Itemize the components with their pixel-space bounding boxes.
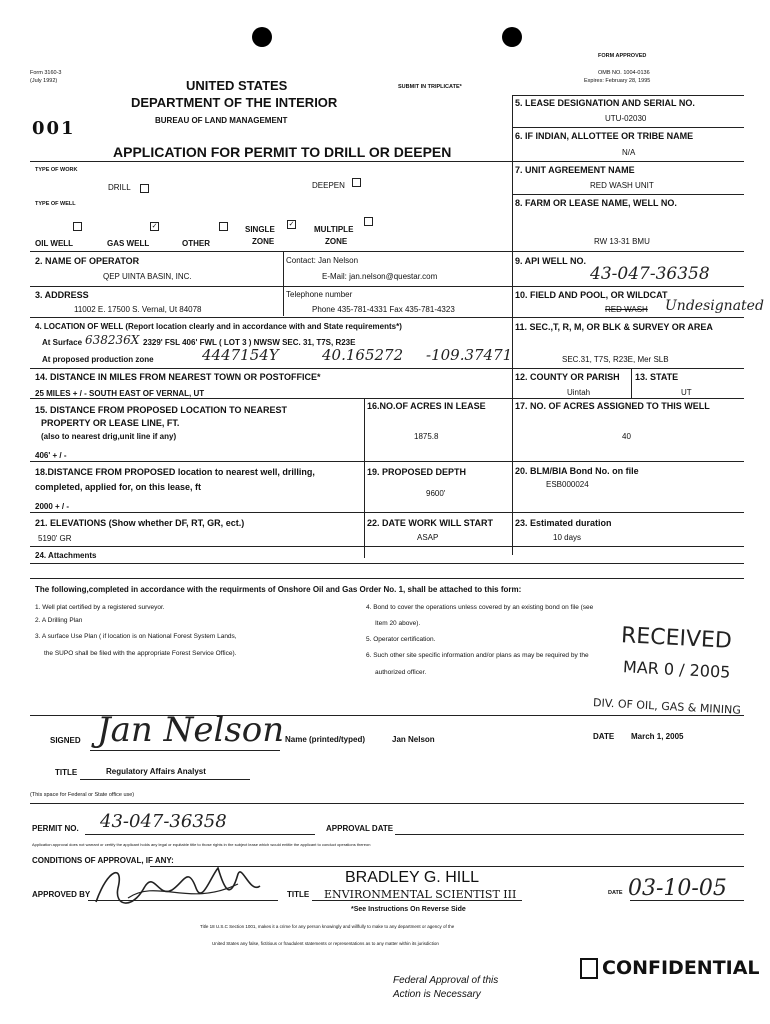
permit-number-value: 43-047-36358 <box>100 811 227 832</box>
other-checkbox[interactable] <box>219 222 228 231</box>
field-18-label-2: completed, applied for, on this lease, ft <box>35 482 202 492</box>
signed-date-label: DATE <box>593 732 615 741</box>
drill-checkbox[interactable] <box>140 184 149 193</box>
document-number: 001 <box>32 118 76 139</box>
confidential-stamp <box>580 957 760 979</box>
production-zone-hand-2: 40.165272 <box>322 346 404 364</box>
field-18-label-1: 18.DISTANCE FROM PROPOSED location to nearest well, drilling, <box>35 467 315 477</box>
agency-line-1: UNITED STATES <box>186 78 288 93</box>
punch-hole-right <box>502 27 522 47</box>
printed-name-label: Name (printed/typed) <box>285 735 366 744</box>
field-19-value: 9600' <box>426 489 446 498</box>
printed-name-value: Jan Nelson <box>392 735 435 744</box>
production-zone-hand-1: 4447154Y <box>202 346 279 364</box>
field-17-label: 17. NO. OF ACRES ASSIGNED TO THIS WELL <box>515 401 710 411</box>
approver-title-label: TITLE <box>287 890 310 899</box>
field-23-label: 23. Estimated duration <box>515 518 612 528</box>
title-label: TITLE <box>55 768 78 777</box>
field-10-label: 10. FIELD AND POOL, OR WILDCAT <box>515 290 668 300</box>
field-12-value: Uintah <box>567 388 591 397</box>
omb-number: OMB NO. 1004-0136 <box>598 70 650 76</box>
drill-label: DRILL <box>108 183 131 192</box>
attachment-6a: 6. Such other site specific information and/or plans as may be required by the <box>366 652 589 659</box>
attachment-4b: Item 20 above). <box>375 620 421 627</box>
approval-date-value: 03-10-05 <box>628 876 727 901</box>
field-20-value: ESB000024 <box>546 480 589 489</box>
production-zone-hand-3: -109.37471 <box>426 346 513 364</box>
federal-approval-note-1: Federal Approval of this <box>393 975 499 986</box>
field-2-value: QEP UINTA BASIN, INC. <box>103 272 192 281</box>
approver-signature <box>88 858 268 914</box>
field-5-value: UTU-02030 <box>605 114 647 123</box>
agency-line-3: BUREAU OF LAND MANAGEMENT <box>155 116 288 125</box>
field-20-label: 20. BLM/BIA Bond No. on file <box>515 466 639 476</box>
phone-label: Telephone number <box>286 290 353 299</box>
attachment-6b: authorized officer. <box>375 669 427 676</box>
form-date: (July 1992) <box>30 78 58 84</box>
conditions-label: CONDITIONS OF APPROVAL, IF ANY: <box>32 856 174 865</box>
submit-triplicate: SUBMIT IN TRIPLICATE* <box>398 84 462 90</box>
production-zone-label: At proposed production zone <box>42 355 154 364</box>
surface-handwritten: 638236X <box>85 333 140 347</box>
field-15-label-3: (also to nearest drig,unit line if any) <box>41 432 177 441</box>
attachment-3b: the SUPO shall be filed with the appropriate Forest Service Office). <box>44 650 237 657</box>
approved-by-label: APPROVED BY <box>32 890 91 899</box>
attachment-5: 5. Operator certification. <box>366 636 436 643</box>
field-6-label: 6. IF INDIAN, ALLOTTEE OR TRIBE NAME <box>515 131 694 141</box>
field-16-label: 16.NO.OF ACRES IN LEASE <box>367 401 486 411</box>
approver-title: ENVIRONMENTAL SCIENTIST III <box>324 888 517 901</box>
field-21-value: 5190' GR <box>38 534 72 543</box>
type-of-well-label: TYPE OF WELL <box>35 201 76 207</box>
received-stamp-division: DIV. OF OIL, GAS & MINING <box>592 696 742 717</box>
field-19-label: 19. PROPOSED DEPTH <box>367 467 467 477</box>
permit-number-label: PERMIT NO. <box>32 824 79 833</box>
field-9-label: 9. API WELL NO. <box>515 256 587 266</box>
multiple-zone-label: ZONE <box>325 237 348 246</box>
field-22-label: 22. DATE WORK WILL START <box>367 518 493 528</box>
form-approved: FORM APPROVED <box>598 53 647 59</box>
email: E-Mail: jan.nelson@questar.com <box>322 272 438 281</box>
field-23-value: 10 days <box>553 533 582 542</box>
field-22-value: ASAP <box>417 533 439 542</box>
field-10-struck: RED WASH <box>605 305 648 314</box>
field-2-label: 2. NAME OF OPERATOR <box>35 256 140 266</box>
field-24-label: 24. Attachments <box>35 551 97 560</box>
field-18-value: 2000 + / - <box>35 502 70 511</box>
field-14-label: 14. DISTANCE IN MILES FROM NEAREST TOWN OR POSTOFFICE* <box>35 372 321 382</box>
attachment-2: 2. A Drilling Plan <box>35 617 83 624</box>
form-number: Form 3160-3 <box>30 70 62 76</box>
title-value: Regulatory Affairs Analyst <box>106 767 206 776</box>
signed-date-value: March 1, 2005 <box>631 732 684 741</box>
form-title: APPLICATION FOR PERMIT TO DRILL OR DEEPEN <box>113 144 452 160</box>
multiple-zone-checkbox[interactable] <box>364 217 373 226</box>
field-11-value: SEC.31, T7S, R23E, Mer SLB <box>562 355 669 364</box>
field-21-label: 21. ELEVATIONS (Show whether DF, RT, GR, ect.) <box>35 518 245 528</box>
field-11-label: 11. SEC.,T, R, M, OR BLK & SURVEY OR AREA <box>515 322 713 332</box>
approver-name: BRADLEY G. HILL <box>345 869 479 886</box>
deepen-checkbox[interactable] <box>352 178 361 187</box>
expires: Expires: February 28, 1995 <box>584 78 651 84</box>
gas-well-label: GAS WELL <box>107 239 150 248</box>
field-7-label: 7. UNIT AGREEMENT NAME <box>515 165 635 175</box>
field-15-label-1: 15. DISTANCE FROM PROPOSED LOCATION TO NEAREST <box>35 405 288 415</box>
attachment-4a: 4. Bond to cover the operations unless covered by an existing bond on file (see <box>366 604 594 611</box>
field-13-value: UT <box>681 388 692 397</box>
field-8-value: RW 13-31 BMU <box>594 237 650 246</box>
attachment-3a: 3. A surface Use Plan ( if location is on National Forest System Lands, <box>35 633 237 640</box>
type-of-work-label: TYPE OF WORK <box>35 167 78 173</box>
oil-well-label: OIL WELL <box>35 239 74 248</box>
phone-value: Phone 435-781-4331 Fax 435-781-4323 <box>312 305 455 314</box>
deepen-label: DEEPEN <box>312 181 345 190</box>
surface-label: At Surface <box>42 338 83 347</box>
federal-approval-note-2: Action is Necessary <box>393 989 481 1000</box>
agency-line-2: DEPARTMENT OF THE INTERIOR <box>131 95 338 110</box>
attachment-1: 1. Well plat certified by a registered surveyor. <box>35 604 165 611</box>
field-8-label: 8. FARM OR LEASE NAME, WELL NO. <box>515 198 677 208</box>
field-3-value: 11002 E. 17500 S. Vernal, Ut 84078 <box>74 305 202 314</box>
confidential-text: CONFIDENTIAL <box>602 957 760 979</box>
field-12-label: 12. COUNTY OR PARISH <box>515 372 620 382</box>
oil-well-checkbox[interactable] <box>73 222 82 231</box>
field-6-value: N/A <box>622 148 636 157</box>
field-10-handwritten: Undesignated <box>665 298 764 314</box>
api-well-number: 43-047-36358 <box>590 264 710 284</box>
field-17-value: 40 <box>622 432 631 441</box>
surface-value: 2329' FSL 406' FWL ( LOT 3 ) NWSW SEC. 31, T7S, R23E <box>143 338 356 347</box>
field-3-label: 3. ADDRESS <box>35 290 89 300</box>
see-instructions: *See Instructions On Reverse Side <box>351 906 466 913</box>
field-15-label-2: PROPERTY OR LEASE LINE, FT. <box>41 418 180 428</box>
approval-fine-print: Application approval does not warrant or certify the applicant holds any legal or equitable title to those rights in the subject lease which would entitle the applicant to conduct operations thereon <box>32 842 371 847</box>
received-stamp-date: MAR 0 / 2005 <box>622 657 731 682</box>
usc-line-2: United States any false, fictitious or fraudulent statements or representations as to any matter within its jurisdiction <box>212 941 439 946</box>
field-5-label: 5. LEASE DESIGNATION AND SERIAL NO. <box>515 98 695 108</box>
field-15-value: 406' + / - <box>35 451 67 460</box>
field-4-label: 4. LOCATION OF WELL (Report location clearly and in accordance with and State requirements*) <box>35 322 402 331</box>
field-16-value: 1875.8 <box>414 432 439 441</box>
confidential-box-icon <box>580 958 598 979</box>
applicant-signature: Jan Nelson <box>97 710 285 750</box>
federal-use-note: (This space for Federal or State office use) <box>30 792 135 798</box>
multiple-label: MULTIPLE <box>314 225 354 234</box>
field-13-label: 13. STATE <box>635 372 679 382</box>
received-stamp-word: RECEIVED <box>620 623 733 654</box>
field-14-value: 25 MILES + / - SOUTH EAST OF VERNAL, UT <box>35 389 205 398</box>
single-label: SINGLE <box>245 225 275 234</box>
field-7-value: RED WASH UNIT <box>590 181 654 190</box>
approval-date-label: APPROVAL DATE <box>326 824 394 833</box>
single-zone-checkbox[interactable]: ✓ <box>288 221 295 228</box>
punch-hole-left <box>252 27 272 47</box>
gas-well-checkbox[interactable]: ✓ <box>151 223 158 230</box>
usc-line-1: Title 18 U.S.C Section 1001, makes it a crime for any person knowingly and willfully to make to any department or agency of the <box>200 924 455 929</box>
approval-date-label-2: DATE <box>608 890 623 896</box>
single-zone-label: ZONE <box>252 237 275 246</box>
other-label: OTHER <box>182 239 210 248</box>
signed-label: SIGNED <box>50 736 81 745</box>
attachments-intro: The following,completed in accordance with the requirments of Onshore Oil and Gas Order No. 1, shall be attached to this form: <box>35 585 522 594</box>
contact: Contact: Jan Nelson <box>286 256 359 265</box>
